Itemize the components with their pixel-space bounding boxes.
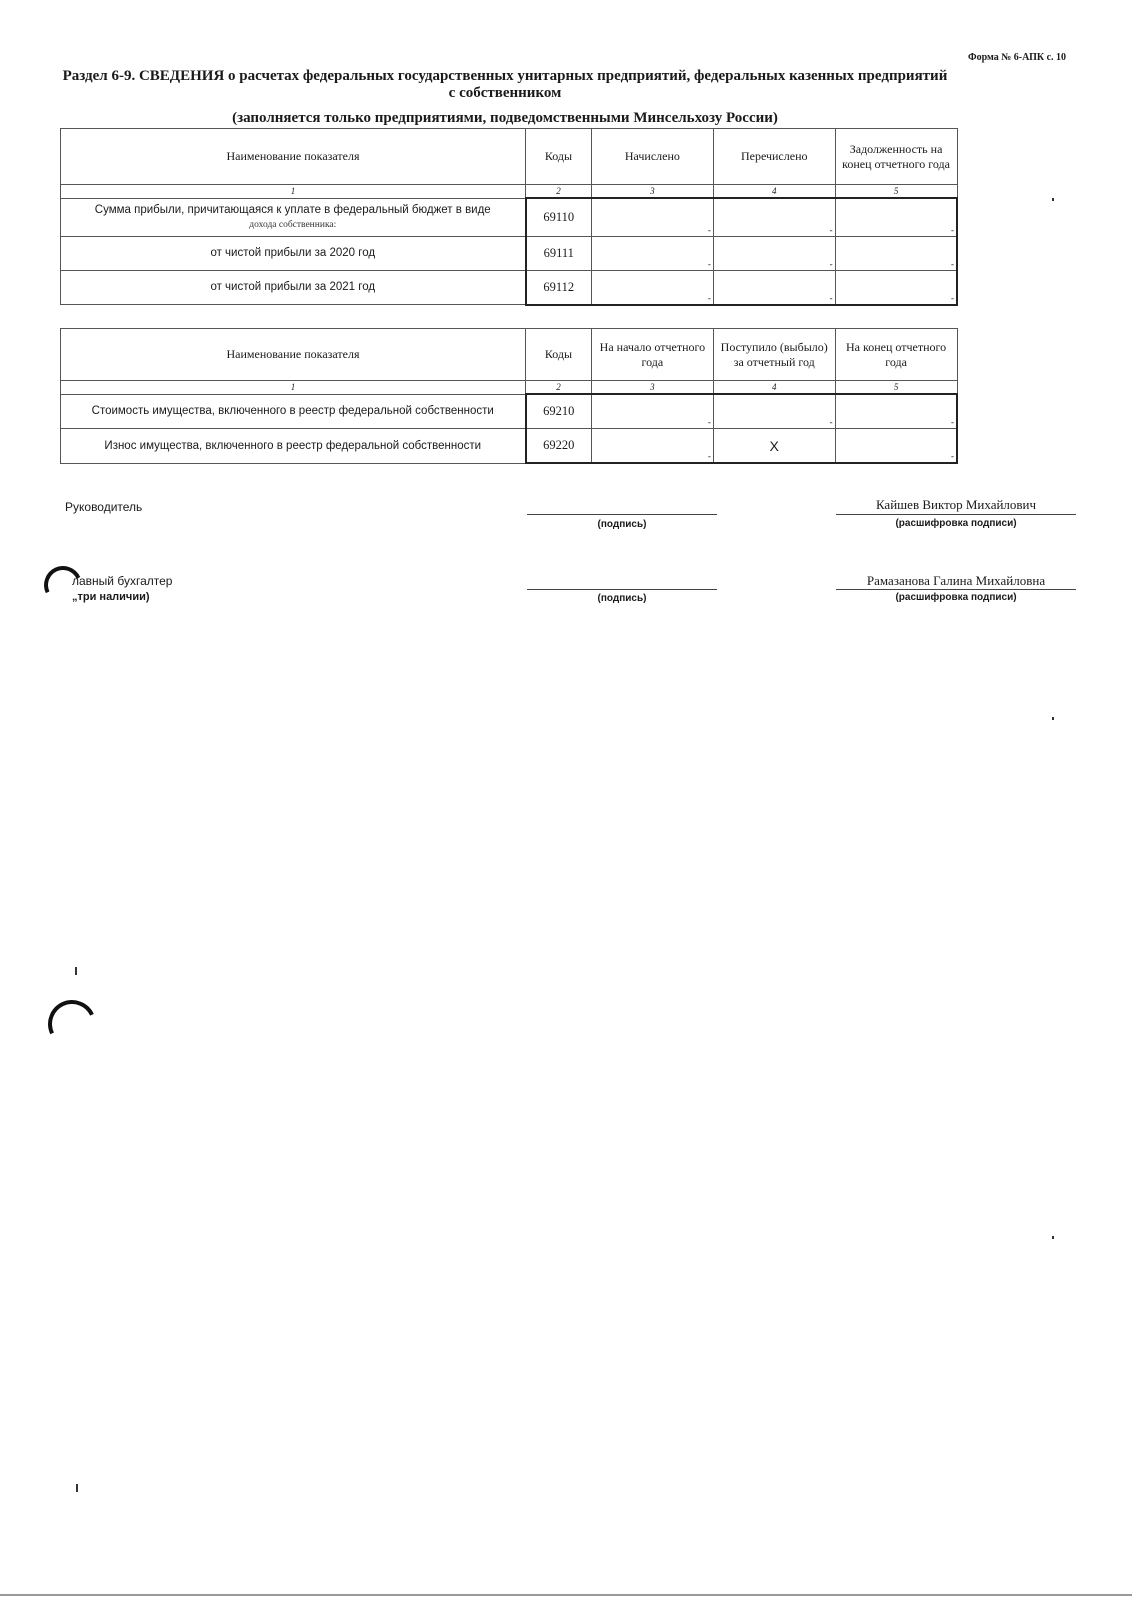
scan-speck <box>1052 198 1054 201</box>
header-transferred: Перечислено <box>713 129 835 185</box>
row-name <box>61 198 526 236</box>
value-cell[interactable]: - <box>591 394 713 429</box>
table-row <box>61 394 958 429</box>
scan-speck <box>1052 717 1054 720</box>
property-table <box>60 328 958 464</box>
value-cell[interactable]: - <box>835 429 957 464</box>
col-number: 5 <box>835 381 957 395</box>
row-name: от чистой прибыли за 2020 год <box>61 236 526 270</box>
table-row <box>61 198 958 236</box>
scan-speck <box>1052 1236 1054 1239</box>
table-row <box>61 270 958 305</box>
value-cell[interactable]: - <box>713 236 835 270</box>
row-name: Стоимость имущества, включенного в реестр федеральной собственности <box>61 394 526 429</box>
page-edge <box>0 1594 1132 1596</box>
header-start: На начало отчетного года <box>591 329 713 381</box>
row-code: 69110 <box>526 198 592 236</box>
value-cell[interactable]: - <box>591 198 713 236</box>
row-code: 69220 <box>526 429 592 464</box>
col-number: 2 <box>526 185 592 199</box>
value-cell[interactable]: - <box>591 270 713 305</box>
col-number: 1 <box>61 381 526 395</box>
value-cell[interactable]: - <box>713 394 835 429</box>
value-cell[interactable]: - <box>835 270 957 305</box>
scan-speck <box>76 1484 78 1492</box>
value-cell[interactable]: - <box>835 394 957 429</box>
value-cell[interactable]: - <box>713 270 835 305</box>
form-number: Форма № 6-АПК с. 10 <box>968 52 1067 63</box>
col-number: 1 <box>61 185 526 199</box>
header-codes: Коды <box>526 129 592 185</box>
head-name-line <box>836 514 1076 515</box>
value-cell[interactable]: - <box>835 236 957 270</box>
header-accrued: Начислено <box>591 129 713 185</box>
accountant-name-caption: (расшифровка подписи) <box>895 592 1017 603</box>
accountant-name: Рамазанова Галина Михайловна <box>866 573 1046 588</box>
head-name-caption: (расшифровка подписи) <box>895 518 1017 529</box>
header-indicator: Наименование показателя <box>61 329 526 381</box>
accountant-sublabel: „три наличии) <box>72 591 150 603</box>
accountant-label: лавный бухгалтер <box>72 574 173 588</box>
value-cell[interactable]: - <box>591 236 713 270</box>
col-number: 4 <box>713 381 835 395</box>
value-cell-x: X <box>713 429 835 464</box>
header-flow: Поступило (выбыло) за отчетный год <box>713 329 835 381</box>
row-name: Износ имущества, включенного в реестр федеральной собственности <box>61 429 526 464</box>
punch-hole-arc <box>41 993 103 1055</box>
row-code: 69111 <box>526 236 592 270</box>
head-signature-line <box>527 514 717 515</box>
col-number: 5 <box>835 185 957 199</box>
accountant-signature-line <box>527 589 717 590</box>
head-name: Кайшев Виктор Михайлович <box>875 497 1037 512</box>
section-title: Раздел 6-9. СВЕДЕНИЯ о расчетах федеральных государственных унитарных предприятий, федеральных казенных предприятий с собственником <box>62 68 948 101</box>
header-codes: Коды <box>526 329 592 381</box>
col-number: 4 <box>713 185 835 199</box>
header-debt-end: Задолженность на конец отчетного года <box>835 129 957 185</box>
head-label: Руководитель <box>65 500 143 514</box>
col-number: 3 <box>591 185 713 199</box>
row-code: 69210 <box>526 394 592 429</box>
table-row <box>61 429 958 464</box>
value-cell[interactable]: - <box>591 429 713 464</box>
row-code: 69112 <box>526 270 592 305</box>
header-indicator: Наименование показателя <box>61 129 526 185</box>
accountant-signature-caption: (подпись) <box>597 593 647 604</box>
accountant-name-line <box>836 589 1076 590</box>
head-signature-caption: (подпись) <box>597 519 647 530</box>
col-number: 3 <box>591 381 713 395</box>
row-name-sub: дохода собственника: <box>249 219 337 230</box>
scan-speck <box>75 967 77 975</box>
profit-table <box>60 128 958 306</box>
value-cell[interactable]: - <box>835 198 957 236</box>
table-row <box>61 236 958 270</box>
section-subtitle: (заполняется только предприятиями, подведомственными Минсельхозу России) <box>232 110 778 126</box>
col-number: 2 <box>526 381 592 395</box>
row-name-main: Сумма прибыли, причитающаяся к уплате в федеральный бюджет в виде <box>94 203 491 216</box>
header-end: На конец отчетного года <box>835 329 957 381</box>
value-cell[interactable]: - <box>713 198 835 236</box>
row-name: от чистой прибыли за 2021 год <box>61 270 526 305</box>
